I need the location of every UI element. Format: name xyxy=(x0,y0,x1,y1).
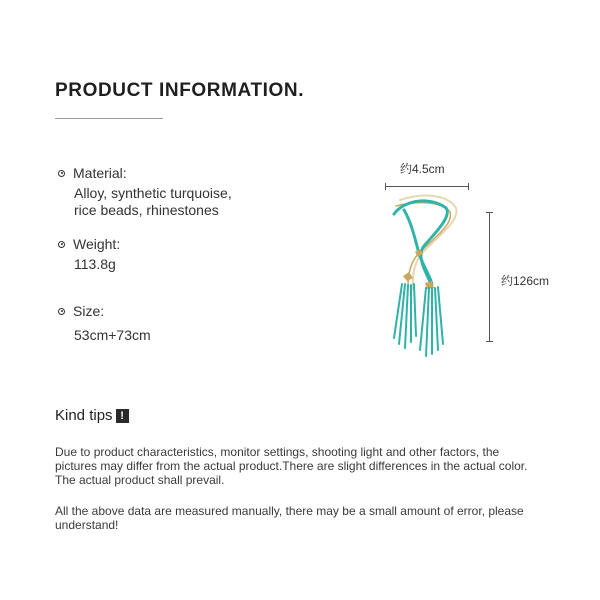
page-title: PRODUCT INFORMATION. xyxy=(55,80,305,101)
material-label: Material: xyxy=(73,165,127,181)
kind-tips-heading xyxy=(55,407,129,424)
height-dimension-line xyxy=(489,212,490,342)
weight-label: Weight: xyxy=(73,236,121,252)
size-value: 53cm+73cm xyxy=(74,327,151,343)
turquoise-tassel-necklace-illustration xyxy=(370,180,480,360)
spec-size xyxy=(58,303,151,344)
width-dimension-label: 约4.5cm xyxy=(400,162,445,176)
height-dimension-label: 约126cm xyxy=(501,274,550,288)
spec-material xyxy=(58,165,232,219)
tips-paragraph-1: Due to product characteristics, monitor settings, shooting light and other factors, the pictures may differ from the actual product.There are slight differences in the actual color. The actual product shall prevail. xyxy=(55,445,528,487)
bullet-icon xyxy=(58,308,65,315)
title-underline xyxy=(55,118,163,119)
bullet-icon xyxy=(58,241,65,248)
kind-tips-title: Kind tips xyxy=(55,407,113,424)
exclamation-icon: ! xyxy=(116,409,129,423)
bullet-icon xyxy=(58,170,65,177)
material-value-line1: Alloy, synthetic turquoise, xyxy=(74,185,232,201)
tips-paragraph-2: All the above data are measured manually, there may be a small amount of error, please understand! xyxy=(55,504,524,532)
weight-value: 113.8g xyxy=(74,256,116,272)
spec-weight xyxy=(58,236,120,273)
material-value-line2: rice beads, rhinestones xyxy=(74,202,219,218)
size-label: Size: xyxy=(73,303,105,319)
material-value xyxy=(74,185,232,219)
